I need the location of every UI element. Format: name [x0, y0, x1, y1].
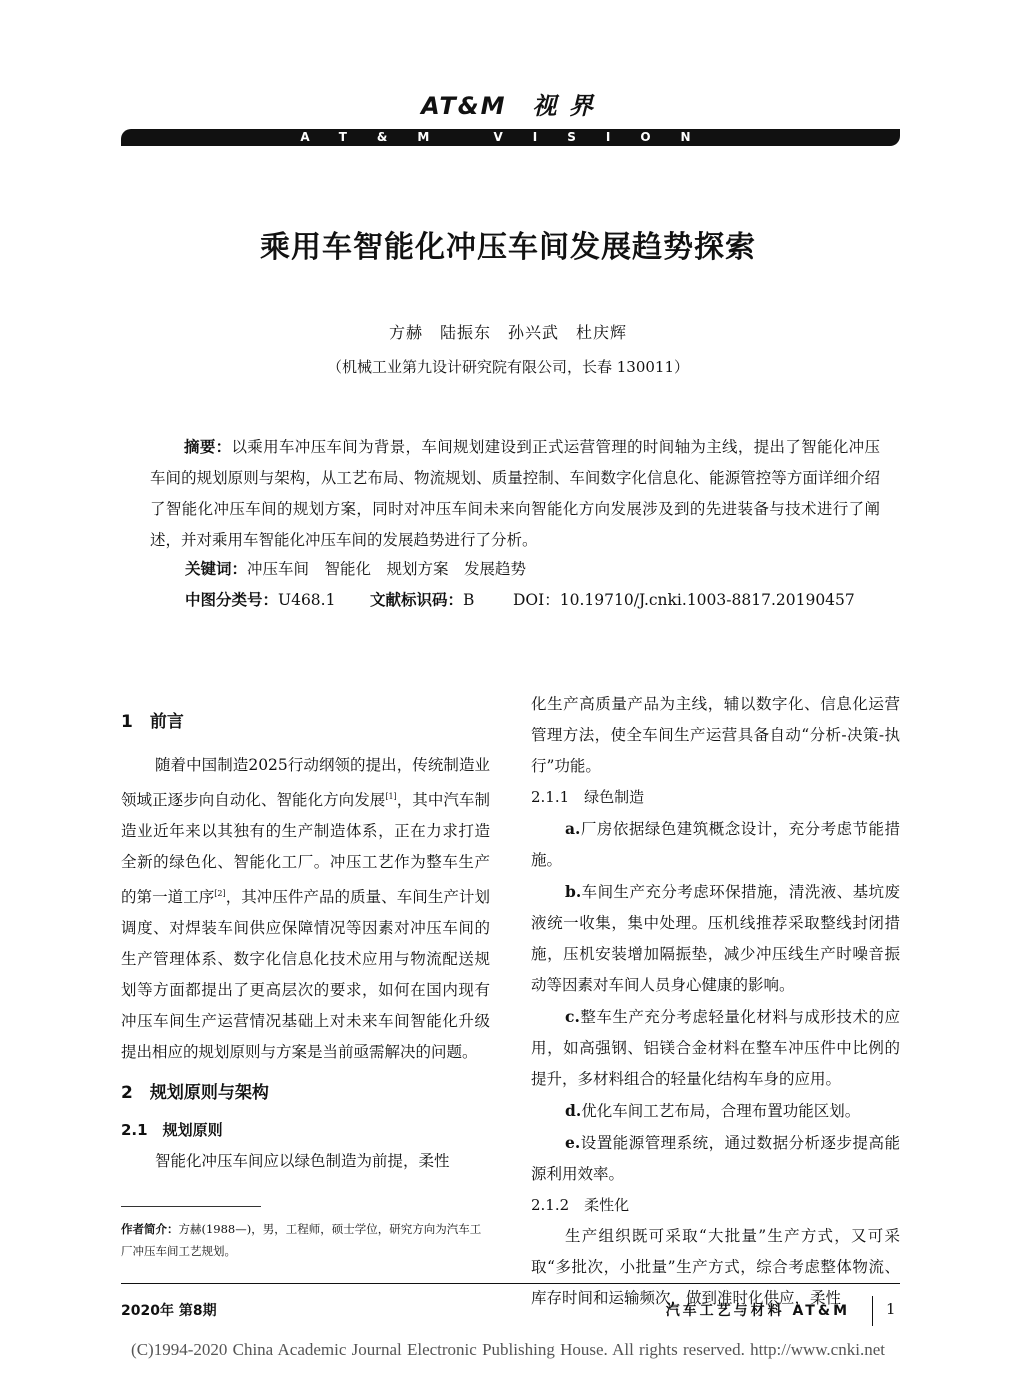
item-a-label: a.	[565, 819, 581, 838]
journal-logo	[0, 86, 1016, 121]
item-d-text: 优化车间工艺布局，合理布置功能区划。	[581, 1102, 861, 1120]
footnote-label: 作者简介：	[121, 1222, 179, 1236]
section-1-text-c: ，其冲压件产品的质量、车间生产计划调度、对焊装车间供应保障情况等因素对冲压车间的生产管理体系、数字化信息化技术应用与物流配送规划等方面都提出了更高层次的要求，如何在国内现有冲压车间生产运营情况基础上对未来车间智能化升级提出相应的规划原则与方案是当前亟需解决的问题。	[121, 888, 490, 1062]
item-b-text: 车间生产充分考虑环保措施，清洗液、基坑废液统一收集，集中处理。压机线推荐采取整线封闭措施，压机安装增加隔振垫，减少冲压线生产时噪音振动等因素对车间人员身心健康的影响。	[531, 883, 900, 994]
keywords-text: 冲压车间 智能化 规划方案 发展趋势	[247, 560, 527, 578]
item-e-text: 设置能源管理系统，通过数据分析逐步提高能源利用效率。	[531, 1134, 900, 1183]
section-2-1-2-heading: 2.1.2 柔性化	[531, 1196, 630, 1214]
author-footnote	[121, 1218, 491, 1262]
item-a-text: 厂房依据绿色建筑概念设计，充分考虑节能措施。	[531, 820, 900, 869]
footnote-text: 方赫(1988—)，男，工程师，硕士学位，研究方向为汽车工厂冲压车间工艺规划。	[121, 1222, 482, 1258]
article-affiliation: （机械工业第九设计研究院有限公司，长春 130011）	[326, 358, 690, 376]
section-1-text-a: 随着中国制造2025行动纲领的提出，传统制造业领域正逐步向自动化、智能化方向发展	[121, 756, 490, 810]
item-c-label: c.	[565, 1007, 580, 1026]
abstract-label: 摘要：	[184, 438, 232, 456]
section-1-heading: 1 前言	[121, 712, 184, 732]
logo-vision: 视 界	[532, 92, 595, 120]
logo-atm: AT&M	[421, 92, 507, 120]
footer-divider	[872, 1296, 873, 1326]
item-c	[531, 1001, 900, 1095]
section-2-1-1-heading: 2.1.1 绿色制造	[531, 788, 645, 806]
abstract	[150, 432, 880, 556]
page-number: 1	[886, 1300, 896, 1318]
footnote-rule	[121, 1206, 261, 1207]
clc-value: U468.1	[278, 591, 336, 609]
abstract-text: 以乘用车冲压车间为背景，车间规划建设到正式运营管理的时间轴为主线，提出了智能化冲压车间的规划原则与架构，从工艺布局、物流规划、质量控制、车间数字化信息化、能源管控等方面详细介绍了智能化冲压车间的规划方案，同时对冲压车间未来向智能化方向发展涉及到的先进装备与技术进行了阐述，并对乘用车智能化冲压车间的发展趋势进行了分析。	[150, 438, 880, 549]
article-authors: 方赫 陆振东 孙兴武 杜庆辉	[388, 323, 627, 342]
reference-1: [1]	[385, 792, 397, 801]
doc-code-value: B	[463, 591, 475, 609]
keywords-row	[185, 557, 526, 579]
section-1-text-b: ，其中汽车制造业近年来以其独有的生产制造体系，正在力求打造全新的绿色化、智能化工厂。冲压工艺作为整车生产的第一道工序	[121, 791, 490, 907]
section-2-1-2-paragraph: 生产组织既可采取“大批量”生产方式，又可采取“多批次，小批量”生产方式，综合考虑整体物流、库存时间和运输频次，做到准时化供应，柔性	[531, 1227, 900, 1307]
item-d	[531, 1095, 900, 1127]
item-c-text: 整车生产充分考虑轻量化材料与成形技术的应用，如高强钢、铝镁合金材料在整车冲压件中比例的提升，多材料组合的轻量化结构车身的应用。	[531, 1008, 900, 1088]
journal-name: 汽车工艺与材料 AT&M	[665, 1303, 850, 1319]
item-a	[531, 813, 900, 876]
section-2-1-heading: 2.1 规划原则	[121, 1121, 223, 1140]
classification-row	[185, 588, 335, 610]
item-e-label: e.	[565, 1133, 581, 1152]
copyright-notice: (C)1994-2020 China Academic Journal Electronic Publishing House. All rights reserved. http://www.cnki.net	[131, 1340, 885, 1359]
footer-rule	[121, 1283, 900, 1284]
reference-2: [2]	[214, 889, 226, 899]
item-d-label: d.	[565, 1101, 582, 1120]
article-title: 乘用车智能化冲压车间发展趋势探索	[260, 230, 756, 265]
doc-code-row	[370, 588, 474, 610]
section-1-paragraph	[121, 750, 490, 1068]
right-column	[531, 689, 900, 1314]
doc-code-label: 文献标识码：	[370, 591, 464, 609]
section-2-1-paragraph: 智能化冲压车间应以绿色制造为前提，柔性	[155, 1152, 450, 1171]
clc-label: 中图分类号：	[185, 591, 279, 609]
item-b	[531, 876, 900, 1001]
doi: DOI：10.19710/J.cnki.1003-8817.20190457	[513, 591, 855, 609]
section-2-heading: 2 规划原则与架构	[121, 1083, 269, 1104]
keywords-label: 关键词：	[185, 560, 248, 578]
header-banner: AT&M VISION	[121, 129, 900, 146]
item-b-label: b.	[565, 882, 582, 901]
issue-number: 2020年 第8期	[121, 1303, 217, 1319]
right-column-continuation: 化生产高质量产品为主线，辅以数字化、信息化运营管理方法，使全车间生产运营具备自动“分析-决策-执行”功能。	[531, 695, 900, 775]
left-column	[121, 707, 490, 1177]
item-e	[531, 1127, 900, 1190]
